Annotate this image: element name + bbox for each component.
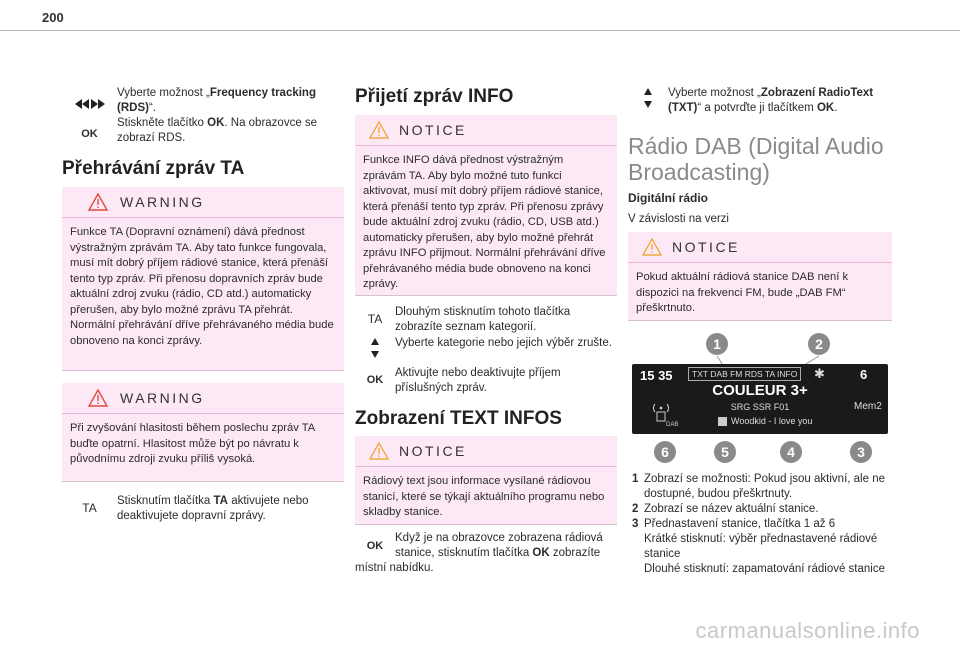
callout-badge-3: 3 xyxy=(850,441,872,463)
dab-title: Rádio DAB (Digital Audio Broadcasting) xyxy=(628,133,884,185)
ok-key-label: OK xyxy=(366,540,384,552)
warning-triangle-icon xyxy=(88,193,108,211)
warning-triangle-icon xyxy=(88,389,108,407)
notice-body: Rádiový text jsou informace vysílané rádiovou stanicí, které se týkají aktuálního programu nebo skladby stanice. xyxy=(363,475,605,518)
heading-info: Přijetí zpráv INFO xyxy=(355,86,514,107)
bluetooth-icon: ✱ xyxy=(814,366,825,381)
ta-key-label: TA xyxy=(82,501,97,515)
text-icon xyxy=(718,417,727,426)
category-text: Vyberte kategorie nebo jejich výběr zrušte. xyxy=(395,337,612,349)
memory-label: Mem2 xyxy=(854,401,882,412)
ta-text: Stisknutím tlačítka TA aktivujete nebo deaktivujete dopravní zprávy. xyxy=(117,495,309,522)
notice-title: NOTICE xyxy=(672,239,740,255)
callout-badge-1: 1 xyxy=(706,333,728,355)
callout-badge-6: 6 xyxy=(654,441,676,463)
notice-body: Funkce INFO dává přednost výstražným zprávám TA. Aby bylo možné tuto funkci aktivovat, musí mít dobrý příjem rádiové stanice, která přenáší tento typ zpráv. Při přenosu zprávy bude aktuální zdroj zvuku (rádio, CD, USB atd.) automaticky přerušen, aby bylo možné přehrát zprávu INFO přijmout. Normální přehrávání dříve přehrávaného média bude obnoveno na konci zprávy. xyxy=(363,154,606,290)
header-rule xyxy=(0,30,960,31)
ok-toggle-text: Aktivujte nebo deaktivujte příjem příslušných zpráv. xyxy=(395,367,561,394)
legend-item: 2 Zobrazí se název aktuální stanice. xyxy=(632,503,819,515)
clock: 15 35 xyxy=(640,368,673,383)
up-down-arrows-icon xyxy=(370,336,380,360)
legend-item: 1 Zobrazí se možnosti: Pokud jsou aktivní, ale ne dostupné, budou přeškrtnuty. xyxy=(632,473,885,500)
notice-title: NOTICE xyxy=(399,122,467,138)
rds-instruction xyxy=(62,86,344,146)
warning-box-2 xyxy=(62,383,344,482)
ok-key-label: OK xyxy=(366,374,384,386)
ta-key-label: TA xyxy=(367,312,383,326)
radiotext-text: Vyberte možnost „Zobrazení RadioText (TXT)“ a potvrďte ji tlačítkem OK. xyxy=(668,87,874,114)
warning-body: Funkce TA (Dopravní oznámení) dává přednost výstražným zprávám TA. Aby tato funkce fungovala, musí mít dobrý příjem rádiové stanice, která přenáší tento typ zpráv. Při přenosu dopravních zpráv bude aktuální zdroj zvuku (rádio, CD atd.) automaticky přerušen, aby bylo možné zprávu TA přehrát. Normální přehrávání dříve přehrávaného média bude obnoveno na konci zprávy. xyxy=(70,226,334,347)
legend-item-detail: Krátké stisknutí: výběr přednastavené rádiové stanice xyxy=(644,533,878,560)
callout-badge-5: 5 xyxy=(714,441,736,463)
version-note: V závislosti na verzi xyxy=(628,213,729,225)
digital-radio-subheading: Digitální rádio xyxy=(628,191,709,205)
radio-display-screen xyxy=(632,364,888,434)
warning-body: Při zvyšování hlasitosti během poslechu zpráv TA buďte opatrní. Hlasitost může být po návratu k původnímu zdroji zvuku příliš vysoká. xyxy=(70,422,315,465)
heading-ta: Přehrávání zpráv TA xyxy=(62,158,245,179)
legend-item-detail: Dlouhé stisknutí: zapamatování rádiové stanice xyxy=(644,563,885,575)
notice-box-1 xyxy=(355,115,617,296)
option-tags: TXT DAB FM RDS TA INFO xyxy=(688,367,801,381)
notice-box-2 xyxy=(355,436,617,525)
callout-legend xyxy=(632,472,892,577)
notice-triangle-icon xyxy=(369,442,389,460)
legend-item: 3 Přednastavení stanice, tlačítka 1 až 6 xyxy=(632,518,836,530)
dab-antenna-icon xyxy=(652,400,670,422)
radiotext-instruction xyxy=(628,86,892,116)
watermark: carmanualsonline.info xyxy=(695,618,920,643)
ta-long-press xyxy=(355,305,617,335)
ensemble-name: SRG SSR F01 xyxy=(730,402,790,412)
seek-arrows-icon xyxy=(75,99,105,109)
ok-key-label: OK xyxy=(81,128,98,140)
heading-text-infos: Zobrazení TEXT INFOS xyxy=(355,408,562,429)
warning-box-1 xyxy=(62,187,344,371)
notice-box-3 xyxy=(628,232,892,321)
ta-long-text: Dlouhým stisknutím tohoto tlačítka zobrazíte seznam kategorií. xyxy=(395,306,571,333)
page-number: 200 xyxy=(42,10,64,25)
notice-title: NOTICE xyxy=(399,443,467,459)
callout-badge-4: 4 xyxy=(780,441,802,463)
warning-title: WARNING xyxy=(120,390,205,406)
ta-instruction xyxy=(62,494,344,524)
notice-triangle-icon xyxy=(369,121,389,139)
song-title: Woodkid - I love you xyxy=(731,416,813,426)
station-name: COULEUR 3+ xyxy=(712,382,808,399)
notice-body: Pokud aktuální rádiová stanice DAB není k dispozici na frekvenci FM, bude „DAB FM“ přeškrtnuto. xyxy=(636,271,849,314)
up-down-arrows-icon xyxy=(643,86,653,110)
dab-label: DAB xyxy=(666,422,679,428)
ok-toggle xyxy=(355,366,617,396)
preset-number: 6 xyxy=(860,367,868,382)
category-select xyxy=(355,336,617,360)
callout-badge-2: 2 xyxy=(808,333,830,355)
rds-text: Vyberte možnost „Frequency tracking (RDS)“. Stiskněte tlačítko OK. Na obrazovce se zobrazí RDS. xyxy=(117,87,318,144)
notice-triangle-icon xyxy=(642,238,662,256)
warning-title: WARNING xyxy=(120,194,205,210)
ok-menu-text: OK Když je na obrazovce zobrazena rádiová stanice, stisknutím tlačítka OK zobrazíte místní nabídku. xyxy=(355,532,603,574)
